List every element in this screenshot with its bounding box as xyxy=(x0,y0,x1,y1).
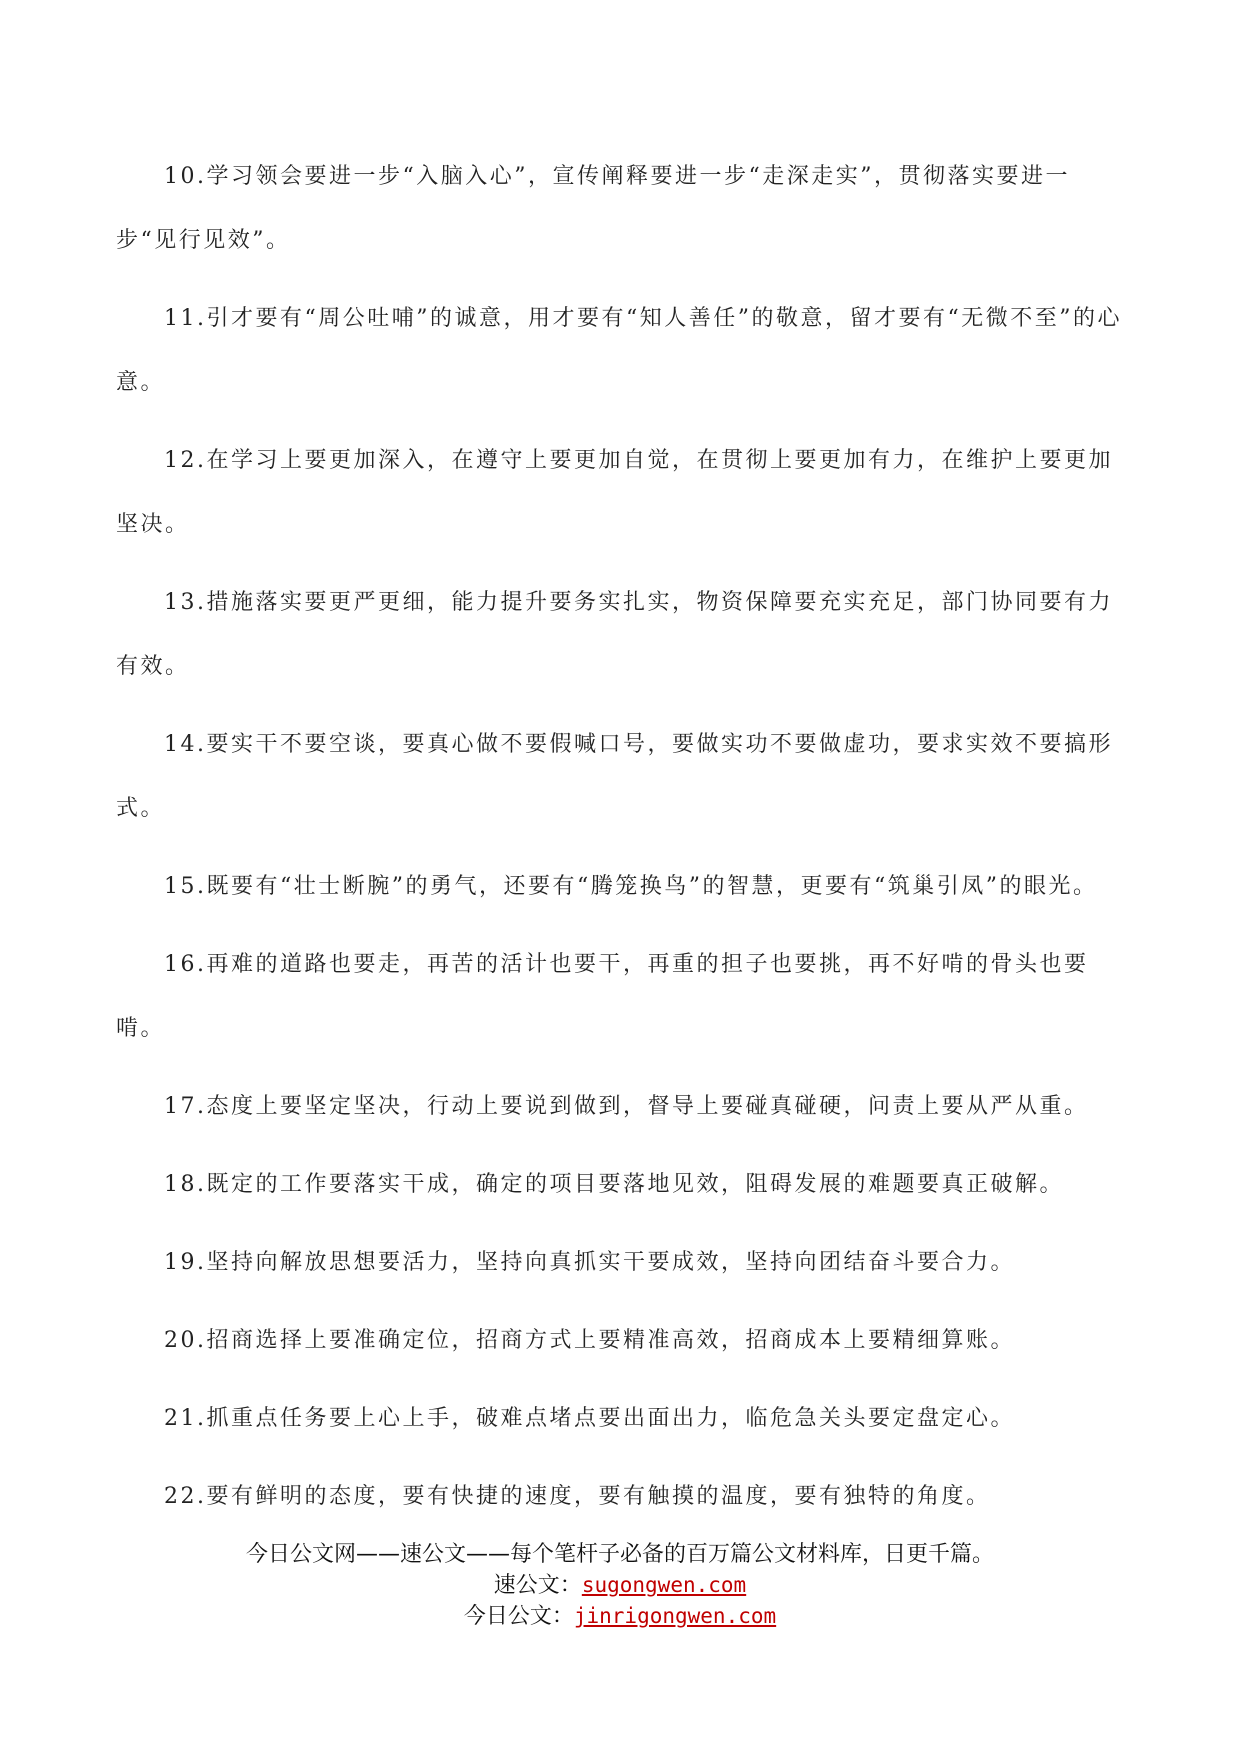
paragraph-13: 13.措施落实要更严更细，能力提升要务实扎实，物资保障要充实充足，部门协同要有力有效。 xyxy=(116,590,1113,679)
jinrigongwen-label: 今日公文： xyxy=(463,1604,574,1629)
paragraph-10: 10.学习领会要进一步“入脑入心”，宣传阐释要进一步“走深走实”，贯彻落实要进一步“见行见效”。 xyxy=(116,164,1070,253)
paragraph-15: 15.既要有“壮士断腕”的勇气，还要有“腾笼换鸟”的智慧，更要有“筑巢引凤”的眼光。 xyxy=(164,874,1098,899)
paragraph-16: 16.再难的道路也要走，再苦的活计也要干，再重的担子也要挑，再不好啃的骨头也要啃。 xyxy=(116,952,1089,1041)
document-body xyxy=(116,145,1132,1529)
paragraph-22: 22.要有鲜明的态度，要有快捷的速度，要有触摸的温度，要有独特的角度。 xyxy=(164,1484,991,1509)
paragraph-21: 21.抓重点任务要上心上手，破难点堵点要出面出力，临危急关头要定盘定心。 xyxy=(164,1406,1015,1431)
paragraph-11: 11.引才要有“周公吐哺”的诚意，用才要有“知人善任”的敬意，留才要有“无微不至”的心意。 xyxy=(116,306,1122,395)
paragraph-17: 17.态度上要坚定坚决，行动上要说到做到，督导上要碰真碰硬，问责上要从严从重。 xyxy=(164,1094,1089,1119)
footer xyxy=(0,1540,1240,1632)
footer-sugongwen xyxy=(0,1570,1240,1601)
paragraph-18: 18.既定的工作要落实干成，确定的项目要落地见效，阻碍发展的难题要真正破解。 xyxy=(164,1172,1064,1197)
paragraph-19: 19.坚持向解放思想要活力，坚持向真抓实干要成效，坚持向团结奋斗要合力。 xyxy=(164,1250,1015,1275)
paragraph-12: 12.在学习上要更加深入，在遵守上要更加自觉，在贯彻上要更加有力，在维护上要更加坚决。 xyxy=(116,448,1113,537)
footer-tagline: 今日公文网——速公文——每个笔杆子必备的百万篇公文材料库，日更千篇。 xyxy=(245,1542,994,1567)
jinrigongwen-link[interactable]: jinrigongwen.com xyxy=(573,1604,777,1628)
paragraph-20: 20.招商选择上要准确定位，招商方式上要精准高效，招商成本上要精细算账。 xyxy=(164,1328,1015,1353)
paragraph-14: 14.要实干不要空谈，要真心做不要假喊口号，要做实功不要做虚功，要求实效不要搞形式。 xyxy=(116,732,1113,821)
sugongwen-label: 速公文： xyxy=(493,1573,582,1598)
footer-jinrigongwen xyxy=(0,1601,1240,1632)
sugongwen-link[interactable]: sugongwen.com xyxy=(581,1573,747,1597)
